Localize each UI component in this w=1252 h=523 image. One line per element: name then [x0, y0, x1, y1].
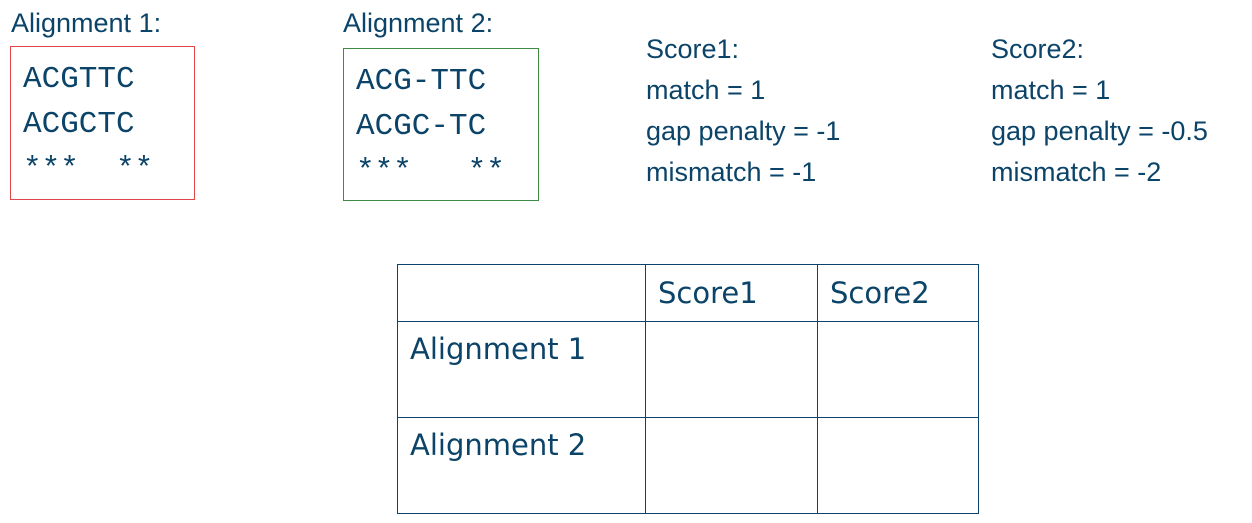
alignment-2-box	[343, 48, 539, 201]
table-header-row	[398, 265, 979, 322]
score2-title: Score2:	[991, 34, 1085, 64]
table-row	[398, 418, 979, 514]
results-table	[397, 264, 979, 514]
score1-block	[646, 29, 840, 193]
table-cell-alignment-2-score2[interactable]	[818, 418, 979, 514]
score1-gap-penalty: gap penalty = -1	[646, 116, 841, 146]
table-cell-alignment-1-score2[interactable]	[818, 322, 979, 418]
alignment-1-title: Alignment 1:	[11, 8, 162, 38]
table-header-score1: Score1	[646, 265, 818, 322]
alignment-2-seq-top: ACG-TTC	[356, 64, 487, 99]
score1-mismatch: mismatch = -1	[646, 157, 817, 187]
score2-block	[991, 29, 1208, 193]
alignment-1-seq-top: ACGTTC	[23, 62, 135, 97]
table-row	[398, 322, 979, 418]
alignment-1-match-markers: *** **	[23, 152, 154, 187]
score2-gap-penalty: gap penalty = -0.5	[991, 116, 1208, 146]
table-cell-alignment-2-score1[interactable]	[646, 418, 818, 514]
alignment-2-match-markers: *** **	[356, 154, 505, 189]
table-row-label-alignment-1: Alignment 1	[398, 322, 646, 418]
table-header-score2: Score2	[818, 265, 979, 322]
table-row-label-alignment-2: Alignment 2	[398, 418, 646, 514]
alignment-2-seq-bottom: ACGC-TC	[356, 109, 487, 144]
table-cell-alignment-1-score1[interactable]	[646, 322, 818, 418]
alignment-1-box	[10, 46, 195, 200]
score1-match: match = 1	[646, 75, 766, 105]
score2-match: match = 1	[991, 75, 1111, 105]
table-header-cell-empty	[398, 265, 646, 322]
alignment-1-seq-bottom: ACGCTC	[23, 107, 135, 142]
score2-mismatch: mismatch = -2	[991, 157, 1162, 187]
alignment-2-title: Alignment 2:	[343, 8, 494, 38]
score1-title: Score1:	[646, 34, 740, 64]
